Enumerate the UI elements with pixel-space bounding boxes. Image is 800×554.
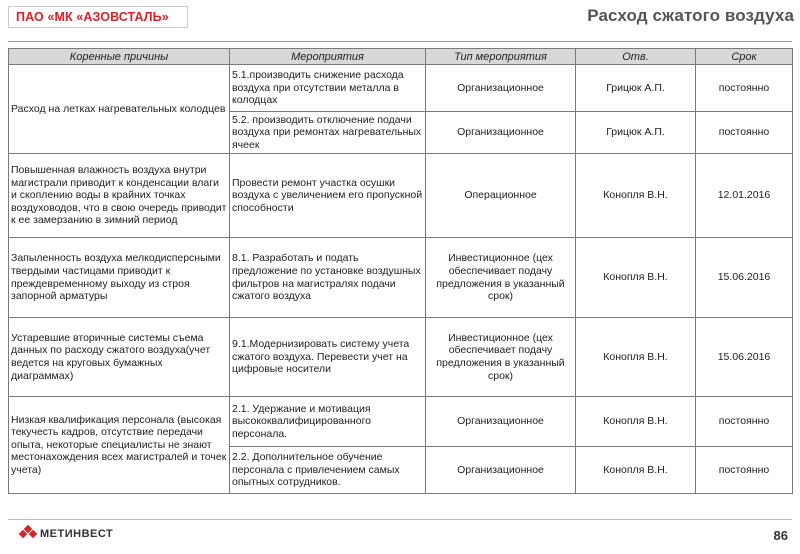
logo-diamond-icon [20, 526, 36, 542]
measures-table-container [8, 48, 792, 494]
company-name-label: ПАО «МК «АЗОВСТАЛЬ» [8, 6, 188, 28]
deadline-cell: постоянно [696, 112, 793, 154]
measure-cell: 8.1. Разработать и подать предложение по установке воздушных фильтров на магистралях подачи сжатого воздуха [230, 238, 426, 318]
deadline-cell: постоянно [696, 65, 793, 112]
owner-cell: Конопля В.Н. [576, 397, 696, 447]
root-cause-cell: Повышенная влажность воздуха внутри магистрали приводит к конденсации влаги и скоплению воды в крайних точках воздуховодов, что в свою очередь приводит к ее замерзанию в зимний период [9, 154, 230, 238]
measure-type-cell: Организационное [426, 397, 576, 447]
root-cause-cell: Низкая квалификация персонала (высокая текучесть кадров, отсутствие передачи опыта, некоторые специалисты не знают местонахождения всех магистралей и точек учета) [9, 397, 230, 494]
root-cause-cell: Устаревшие вторичные системы съема данных по расходу сжатого воздуха(учет ведется на круговых бумажных диаграммах) [9, 318, 230, 397]
column-header-measures: Мероприятия [230, 49, 426, 65]
table-row [9, 154, 793, 238]
table-row [9, 397, 793, 447]
root-cause-cell: Расход на летках нагревательных колодцев [9, 65, 230, 154]
measure-type-cell: Организационное [426, 65, 576, 112]
table-row [9, 238, 793, 318]
measure-cell: 2.2. Дополнительное обучение персонала с привлечением самых опытных сотрудников. [230, 447, 426, 494]
header-divider [8, 41, 792, 42]
measure-type-cell: Операционное [426, 154, 576, 238]
owner-cell: Конопля В.Н. [576, 154, 696, 238]
measure-cell: 5.1.производить снижение расхода воздуха при отсутствии металла в колодцах [230, 65, 426, 112]
measure-type-cell: Инвестиционное (цех обеспечивает подачу предложения в указанный срок) [426, 238, 576, 318]
measures-table [8, 48, 793, 494]
owner-cell: Конопля В.Н. [576, 447, 696, 494]
measure-type-cell: Организационное [426, 447, 576, 494]
footer-divider [8, 519, 792, 520]
measure-cell: Провести ремонт участка осушки воздуха с увеличением его пропускной способности [230, 154, 426, 238]
owner-cell: Конопля В.Н. [576, 238, 696, 318]
deadline-cell: 12.01.2016 [696, 154, 793, 238]
table-row [9, 65, 793, 112]
measure-type-cell: Организационное [426, 112, 576, 154]
metinvest-logo [20, 526, 113, 542]
deadline-cell: постоянно [696, 447, 793, 494]
owner-cell: Грицюк А.П. [576, 112, 696, 154]
column-header-type: Тип мероприятия [426, 49, 576, 65]
page-number: 86 [773, 528, 788, 543]
table-header-row [9, 49, 793, 65]
deadline-cell: постоянно [696, 397, 793, 447]
measure-cell: 9.1.Модернизировать систему учета сжатого воздуха. Перевести учет на цифровые носители [230, 318, 426, 397]
owner-cell: Конопля В.Н. [576, 318, 696, 397]
deadline-cell: 15.06.2016 [696, 238, 793, 318]
measure-cell: 2.1. Удержание и мотивация высококвалифицированного персонала. [230, 397, 426, 447]
owner-cell: Грицюк А.П. [576, 65, 696, 112]
column-header-owner: Отв. [576, 49, 696, 65]
measure-type-cell: Инвестиционное (цех обеспечивает подачу предложения в указанный срок) [426, 318, 576, 397]
page-title: Расход сжатого воздуха [587, 6, 794, 25]
table-row [9, 318, 793, 397]
logo-wordmark: МЕТИНВЕСТ [40, 528, 114, 540]
measure-cell: 5.2. производить отключение подачи воздуха при ремонтах нагревательных ячеек [230, 112, 426, 154]
column-header-causes: Коренные причины [9, 49, 230, 65]
deadline-cell: 15.06.2016 [696, 318, 793, 397]
column-header-deadline: Срок [696, 49, 793, 65]
root-cause-cell: Запыленность воздуха мелкодисперсными твердыми частицами приводит к преждевременному выходу из строя запорной арматуры [9, 238, 230, 318]
